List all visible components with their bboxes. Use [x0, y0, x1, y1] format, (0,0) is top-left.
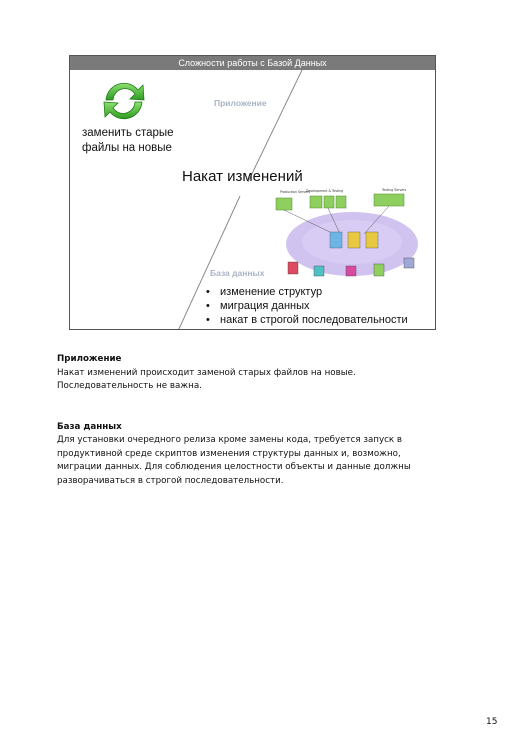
- label-application: Приложение: [214, 98, 267, 108]
- bullet-item: • изменение структур: [206, 285, 408, 299]
- arch-label-testing: Testing Servers: [382, 188, 407, 192]
- label-database: База данных: [210, 268, 265, 278]
- slide-heading: Накат изменений: [182, 168, 303, 185]
- bullet-list: [206, 285, 408, 327]
- notes-text: Последовательность не важна.: [57, 381, 202, 391]
- bullet-item: • накат в строгой последовательности: [206, 313, 408, 327]
- notes-text: миграции данных. Для соблюдения целостности объекты и данные должны: [57, 462, 411, 472]
- page-number: 15: [486, 717, 498, 727]
- notes-heading-database: База данных: [57, 421, 122, 432]
- notes-text: Для установки очередного релиза кроме замены кода, требуется запуск в: [57, 435, 403, 445]
- notes-text: продуктивной среде скриптов изменения структуры данных и, возможно,: [57, 448, 401, 459]
- speaker-notes: [57, 353, 447, 488]
- notes-text: Накат изменений происходит заменой старых файлов на новые.: [57, 367, 356, 378]
- bullet-item: • миграция данных: [206, 299, 408, 313]
- recycle-icon: [100, 78, 148, 124]
- notes-heading-application: Приложение: [57, 354, 122, 364]
- slide-title: Сложности работы с Базой Данных: [70, 56, 435, 70]
- replace-files-caption: заменить старые файлы на новые: [82, 127, 174, 154]
- notes-text: разворачиваться в строгой последовательности.: [57, 475, 284, 486]
- arch-label-production: Production Servers: [280, 190, 311, 194]
- architecture-diagram: [274, 186, 434, 292]
- slide-thumbnail: [69, 55, 436, 330]
- arch-label-development: Development & Testing: [306, 189, 344, 193]
